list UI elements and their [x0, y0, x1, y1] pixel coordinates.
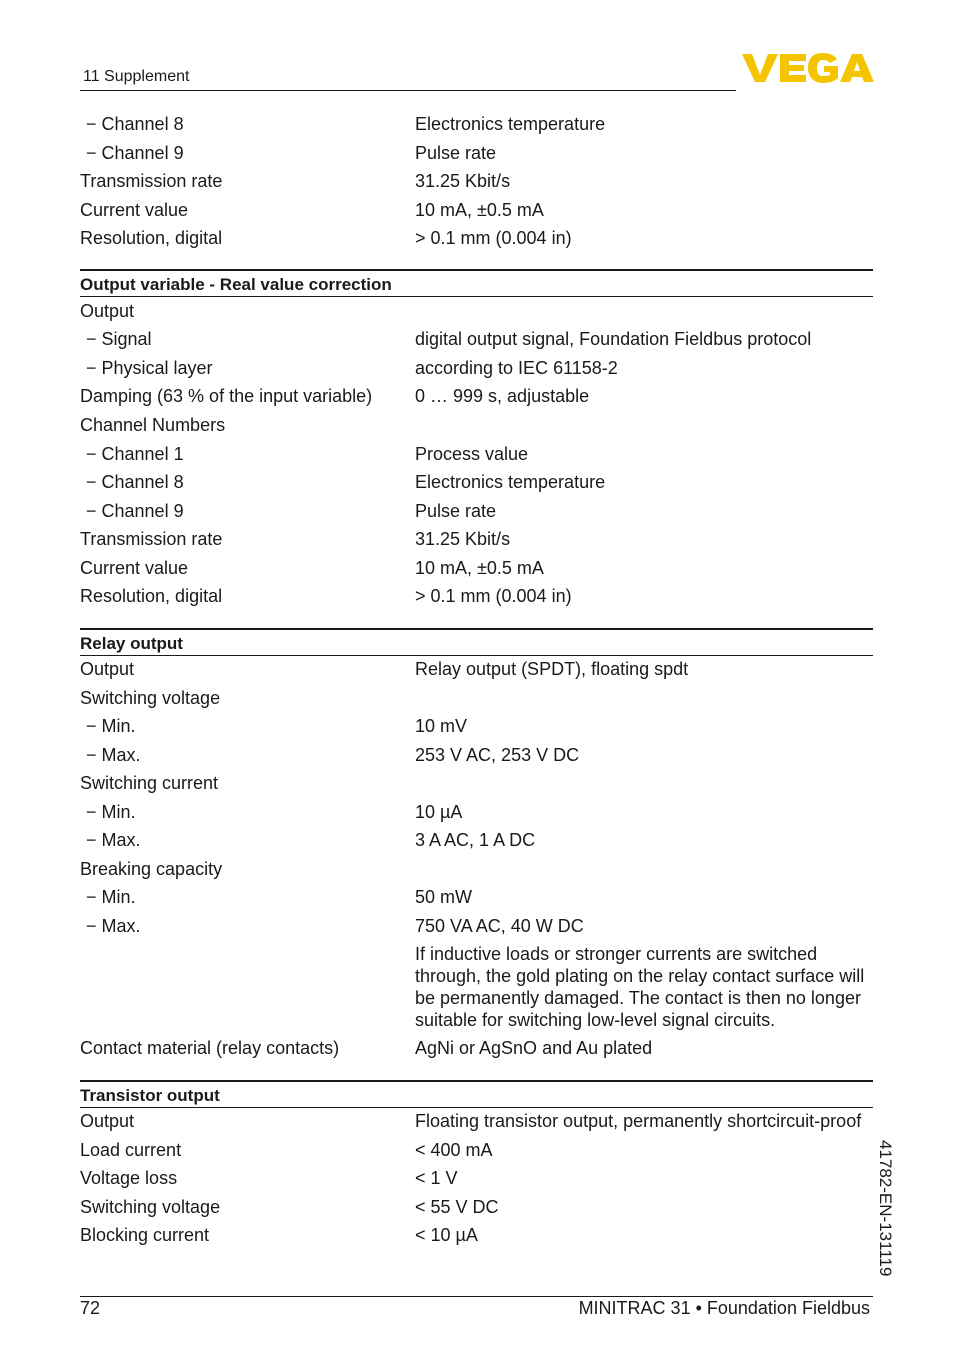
spec-label: Resolution, digital	[80, 228, 223, 248]
spec-value: 10 µA	[415, 802, 463, 822]
spec-label: − Min.	[86, 802, 136, 822]
header-section-title: 11 Supplement	[83, 68, 190, 85]
spec-value: according to IEC 61158-2	[415, 358, 618, 378]
spec-value: 10 mV	[415, 716, 468, 736]
spec-value: < 400 mA	[415, 1140, 493, 1160]
spec-label: − Min.	[86, 887, 136, 907]
spec-label: Current value	[80, 558, 189, 578]
spec-label: − Physical layer	[86, 358, 213, 378]
spec-value: < 1 V	[415, 1168, 458, 1188]
spec-label: Transmission rate	[80, 171, 223, 191]
section-heading	[80, 628, 873, 656]
spec-value: 10 mA, ±0.5 mA	[415, 200, 544, 220]
spec-value: 50 mW	[415, 887, 473, 907]
spec-label: Switching voltage	[80, 1197, 221, 1217]
spec-label: − Channel 9	[86, 143, 184, 163]
spec-value: < 10 µA	[415, 1225, 478, 1245]
document-id: 41782-EN-131119	[876, 1140, 895, 1277]
spec-label: − Channel 1	[86, 444, 184, 464]
spec-label: Output	[80, 301, 135, 321]
spec-value: 10 mA, ±0.5 mA	[415, 558, 544, 578]
spec-label: − Max.	[86, 830, 141, 850]
spec-label: − Max.	[86, 745, 141, 765]
spec-value: 31.25 Kbit/s	[415, 529, 511, 549]
spec-value: Relay output (SPDT), floating spdt	[415, 659, 689, 679]
spec-value: 0 … 999 s, adjustable	[415, 386, 590, 406]
spec-value: > 0.1 mm (0.004 in)	[415, 586, 572, 606]
spec-value: Electronics temperature	[415, 114, 606, 134]
spec-label: Transmission rate	[80, 529, 223, 549]
section-title: Relay output	[80, 634, 183, 653]
spec-value: 750 VA AC, 40 W DC	[415, 916, 584, 936]
vega-logo	[742, 50, 874, 86]
note-line: be permanently damaged. The contact is then no longer	[415, 988, 861, 1008]
spec-label: Blocking current	[80, 1225, 210, 1245]
section-title: Transistor output	[80, 1086, 220, 1105]
spec-value: 31.25 Kbit/s	[415, 171, 511, 191]
section-heading	[80, 1080, 873, 1108]
header-divider	[80, 90, 736, 91]
spec-label: − Signal	[86, 329, 152, 349]
spec-label: Switching voltage	[80, 688, 221, 708]
spec-label: − Channel 8	[86, 472, 184, 492]
spec-label: Contact material (relay contacts)	[80, 1038, 340, 1058]
spec-label: Resolution, digital	[80, 586, 223, 606]
spec-label: Output	[80, 659, 135, 679]
spec-label: Voltage loss	[80, 1168, 178, 1188]
note-line: If inductive loads or stronger currents are switched	[415, 944, 818, 964]
spec-value: Electronics temperature	[415, 472, 606, 492]
spec-value: Pulse rate	[415, 501, 497, 521]
spec-label: Breaking capacity	[80, 859, 223, 879]
spec-label: Current value	[80, 200, 189, 220]
page-number: 72	[80, 1298, 101, 1318]
spec-label: Switching current	[80, 773, 219, 793]
spec-value: digital output signal, Foundation Fieldbus protocol	[415, 329, 812, 349]
spec-label: − Channel 8	[86, 114, 184, 134]
spec-value: Pulse rate	[415, 143, 497, 163]
relay-note	[415, 943, 875, 1031]
spec-label: Damping (63 % of the input variable)	[80, 386, 373, 406]
spec-label: − Min.	[86, 716, 136, 736]
spec-label: Output	[80, 1111, 135, 1131]
spec-label: Load current	[80, 1140, 182, 1160]
spec-value: 253 V AC, 253 V DC	[415, 745, 580, 765]
spec-value: < 55 V DC	[415, 1197, 499, 1217]
footer-title: MINITRAC 31 • Foundation Fieldbus	[578, 1298, 870, 1318]
note-line: through, the gold plating on the relay contact surface will	[415, 966, 865, 986]
spec-value: Process value	[415, 444, 529, 464]
spec-label: − Max.	[86, 916, 141, 936]
note-line: suitable for switching low-level signal circuits.	[415, 1010, 776, 1030]
spec-value: Floating transistor output, permanently shortcircuit-proof	[415, 1111, 862, 1131]
section-heading	[80, 269, 873, 297]
footer-divider	[80, 1296, 873, 1297]
spec-value: 3 A AC, 1 A DC	[415, 830, 536, 850]
section-title: Output variable - Real value correction	[80, 275, 392, 294]
spec-label: − Channel 9	[86, 501, 184, 521]
spec-value: > 0.1 mm (0.004 in)	[415, 228, 572, 248]
spec-value: AgNi or AgSnO and Au plated	[415, 1038, 653, 1058]
spec-label: Channel Numbers	[80, 415, 226, 435]
